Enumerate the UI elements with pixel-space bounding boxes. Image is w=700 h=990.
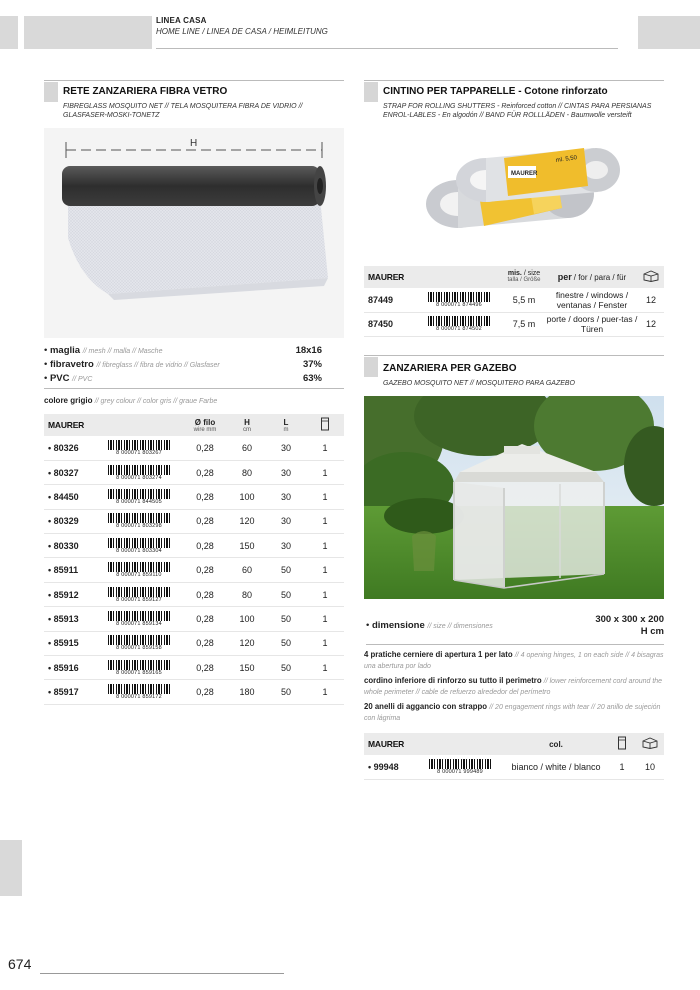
table-row bbox=[44, 485, 344, 509]
barcode: 8 000071 803267 bbox=[108, 440, 170, 456]
table-row bbox=[44, 436, 344, 460]
pack-qty: 1 bbox=[306, 485, 344, 509]
table-row bbox=[364, 288, 664, 312]
pack-qty: 1 bbox=[306, 680, 344, 704]
gazebo-product-table: MAURER col. • 99948 8 000071 999489 bianco / white / blanco 1 10 bbox=[364, 733, 664, 780]
wire-diameter: 0,28 bbox=[182, 460, 228, 484]
header-divider bbox=[156, 48, 618, 49]
length-value: 30 bbox=[266, 509, 306, 533]
mesh-subtitle: FIBREGLASS MOSQUITO NET // TELA MOSQUITERA FIBRA DE VIDRIO // GLASFASER-MOSKI-TONETZ bbox=[63, 103, 303, 119]
section-marker bbox=[364, 82, 378, 102]
strap-use: finestre / windows / ventanas / Fenster bbox=[546, 288, 638, 312]
height-value: 120 bbox=[228, 631, 266, 655]
color-note: colore grigio // grey colour // color gris // graue Farbe bbox=[44, 396, 218, 405]
single-pack-icon bbox=[617, 736, 627, 750]
length-value: 30 bbox=[266, 534, 306, 558]
page-category-subtitle: HOME LINE / LINEA DE CASA / HEIMLEITUNG bbox=[156, 27, 328, 36]
wire-diameter: 0,28 bbox=[182, 534, 228, 558]
pack-qty: 1 bbox=[306, 631, 344, 655]
gazebo-feature: 20 anelli di aggancio con strappo // 20 engagement rings with tear // 20 anillo de sujeción con lágrima bbox=[364, 702, 661, 722]
product-code: • 80329 bbox=[44, 509, 96, 533]
mesh-product-table: MAURER Ø filo wire mm H cm L m • 80326 8 000071 803267 0,28 60 30 1 • 80327 8 000071 803274 0,28 80 30 1 • 84450 8 000071 844505 0,28 100 30 1 • 80329 8 000071 803298 0,28 120 30 1 • 80330 8 000071 803304 0,28 150 30 1 • 85911 8 000071 859110 0,28 60 50 1 • 85912 8 000071 859127 0,28 80 50 1 • 85913 8 000071 859134 0,28 100 50 1 • 85915 8 000071 859158 0,28 120 50 1 • 85916 8 000071 859165 0,28 150 50 1 • 85917 8 000071 859172 0,28 180 50 1 bbox=[44, 414, 344, 705]
spec-mesh: • maglia // mesh // malla // Masche 18x16 bbox=[44, 345, 322, 356]
strap-product-table: MAURER mis. / size talla / Größe per / for / para / für 87449 8 000071 874496 5,5 m finestre / windows / ventanas / Fenster 12 87450 8 000071 874502 7,5 m porte / doors / puer-tas / Türen 12 bbox=[364, 266, 664, 337]
shutter-strap-rolls-image bbox=[366, 130, 666, 252]
pack-qty: 12 bbox=[638, 312, 664, 336]
table-row bbox=[44, 558, 344, 582]
height-value: 180 bbox=[228, 680, 266, 704]
table-row bbox=[44, 656, 344, 680]
length-value: 50 bbox=[266, 582, 306, 606]
wire-diameter: 0,28 bbox=[182, 509, 228, 533]
section-divider bbox=[44, 80, 344, 81]
pack-qty: 10 bbox=[636, 755, 664, 779]
pack-qty: 1 bbox=[306, 460, 344, 484]
product-code: • 99948 bbox=[364, 755, 416, 779]
height-value: 150 bbox=[228, 656, 266, 680]
pack-qty: 1 bbox=[306, 558, 344, 582]
pack-qty: 1 bbox=[306, 509, 344, 533]
product-code: • 85912 bbox=[44, 582, 96, 606]
gazebo-feature: cordino inferiore di rinforzo su tutto il perimetro // lower reinforcement cord around the whole perimeter // cable de refuerzo alrededor del perímetro bbox=[364, 676, 663, 696]
table-row bbox=[44, 509, 344, 533]
product-code: • 85916 bbox=[44, 656, 96, 680]
table-row bbox=[44, 680, 344, 704]
length-value: 50 bbox=[266, 631, 306, 655]
pack-qty: 1 bbox=[306, 436, 344, 460]
table-row bbox=[364, 755, 664, 779]
barcode: 8 000071 874502 bbox=[428, 316, 490, 332]
height-value: 80 bbox=[228, 460, 266, 484]
product-code: • 85915 bbox=[44, 631, 96, 655]
height-value: 100 bbox=[228, 485, 266, 509]
barcode: 8 000071 999489 bbox=[429, 759, 491, 775]
length-value: 50 bbox=[266, 656, 306, 680]
spec-divider bbox=[44, 388, 344, 389]
pack-qty: 12 bbox=[638, 288, 664, 312]
length-value: 30 bbox=[266, 485, 306, 509]
box-pack-icon bbox=[643, 270, 659, 282]
product-code: • 80326 bbox=[44, 436, 96, 460]
single-pack-icon bbox=[320, 417, 330, 431]
spec-fiberglass: • fibravetro // fibreglass // fibra de vidrio // Glasfaser 37% bbox=[44, 359, 322, 370]
brand-logo: MAURER bbox=[48, 419, 85, 430]
corner-tab-left bbox=[0, 16, 18, 49]
barcode: 8 000071 803304 bbox=[108, 538, 170, 554]
footer-divider bbox=[40, 973, 284, 974]
strap-size: 7,5 m bbox=[502, 312, 546, 336]
wire-diameter: 0,28 bbox=[182, 436, 228, 460]
height-value: 60 bbox=[228, 436, 266, 460]
header-tab bbox=[24, 16, 152, 49]
length-value: 30 bbox=[266, 460, 306, 484]
product-code: • 84450 bbox=[44, 485, 96, 509]
inner-qty: 1 bbox=[608, 755, 636, 779]
page-number: 674 bbox=[8, 956, 32, 972]
height-value: 150 bbox=[228, 534, 266, 558]
product-code: • 80330 bbox=[44, 534, 96, 558]
product-code: • 85917 bbox=[44, 680, 96, 704]
height-value: 120 bbox=[228, 509, 266, 533]
gazebo-feature: 4 pratiche cerniere di apertura 1 per lato // 4 opening hinges, 1 on each side // 4 bisagras una abertura por lado bbox=[364, 650, 664, 670]
table-row bbox=[44, 582, 344, 606]
dimension-divider bbox=[366, 644, 664, 645]
barcode: 8 000071 874496 bbox=[428, 292, 490, 308]
wire-diameter: 0,28 bbox=[182, 631, 228, 655]
brand-logo: MAURER bbox=[368, 271, 405, 282]
gazebo-subtitle: GAZEBO MOSQUITO NET // MOSQUITERO PARA GAZEBO bbox=[383, 380, 576, 387]
wire-diameter: 0,28 bbox=[182, 582, 228, 606]
height-value: 100 bbox=[228, 607, 266, 631]
wire-diameter: 0,28 bbox=[182, 680, 228, 704]
height-value: 80 bbox=[228, 582, 266, 606]
length-value: 50 bbox=[266, 558, 306, 582]
section-marker bbox=[364, 357, 378, 377]
barcode: 8 000071 859127 bbox=[108, 587, 170, 603]
pack-qty: 1 bbox=[306, 607, 344, 631]
section-marker bbox=[44, 82, 58, 102]
page-category-title: LINEA CASA bbox=[156, 16, 207, 25]
side-tab bbox=[0, 840, 22, 896]
fiberglass-mesh-roll-image bbox=[44, 128, 344, 338]
strap-subtitle: STRAP FOR ROLLING SHUTTERS - Reinforced cotton // CINTAS PARA PERSIANAS ENROL-LABLES - En algodón // BAND FÜR ROLLLÄDEN - Baumwolle versteift bbox=[383, 103, 652, 119]
barcode: 8 000071 803274 bbox=[108, 465, 170, 481]
wire-diameter: 0,28 bbox=[182, 485, 228, 509]
barcode: 8 000071 803298 bbox=[108, 513, 170, 529]
pack-qty: 1 bbox=[306, 534, 344, 558]
strap-use: porte / doors / puer-tas / Türen bbox=[546, 314, 638, 334]
product-code: • 80327 bbox=[44, 460, 96, 484]
svg-text:ml. 5,50: ml. 5,50 bbox=[555, 155, 578, 164]
strap-size: 5,5 m bbox=[502, 288, 546, 312]
wire-diameter: 0,28 bbox=[182, 607, 228, 631]
pack-qty: 1 bbox=[306, 656, 344, 680]
table-row bbox=[44, 631, 344, 655]
length-value: 30 bbox=[266, 436, 306, 460]
barcode: 8 000071 859158 bbox=[108, 635, 170, 651]
product-code: • 85911 bbox=[44, 558, 96, 582]
length-value: 50 bbox=[266, 607, 306, 631]
section-divider bbox=[364, 80, 664, 81]
height-value: 60 bbox=[228, 558, 266, 582]
barcode: 8 000071 859165 bbox=[108, 660, 170, 676]
color-value: bianco / white / blanco bbox=[504, 755, 608, 779]
strap-title: CINTINO PER TAPPARELLE - Cotone rinforzato bbox=[383, 86, 608, 97]
barcode: 8 000071 844505 bbox=[108, 489, 170, 505]
mesh-title: RETE ZANZARIERA FIBRA VETRO bbox=[63, 86, 228, 97]
box-pack-icon bbox=[642, 737, 658, 749]
barcode: 8 000071 859172 bbox=[108, 684, 170, 700]
spec-pvc: • PVC // PVC 63% bbox=[44, 373, 322, 384]
wire-diameter: 0,28 bbox=[182, 656, 228, 680]
brand-logo: MAURER bbox=[368, 738, 405, 749]
svg-text:MAURER: MAURER bbox=[511, 171, 538, 177]
product-code: 87449 bbox=[364, 288, 416, 312]
product-code: 87450 bbox=[364, 312, 416, 336]
table-row bbox=[44, 534, 344, 558]
product-code: • 85913 bbox=[44, 607, 96, 631]
table-row bbox=[364, 312, 664, 336]
gazebo-title: ZANZARIERA PER GAZEBO bbox=[383, 363, 517, 374]
table-row bbox=[44, 607, 344, 631]
section-divider bbox=[364, 355, 664, 356]
corner-tab-right bbox=[638, 16, 700, 49]
barcode: 8 000071 859134 bbox=[108, 611, 170, 627]
wire-diameter: 0,28 bbox=[182, 558, 228, 582]
dimension-h-label: H bbox=[190, 138, 198, 149]
table-row bbox=[44, 460, 344, 484]
gazebo-net-photo bbox=[364, 396, 664, 599]
length-value: 50 bbox=[266, 680, 306, 704]
pack-qty: 1 bbox=[306, 582, 344, 606]
barcode: 8 000071 859110 bbox=[108, 562, 170, 578]
